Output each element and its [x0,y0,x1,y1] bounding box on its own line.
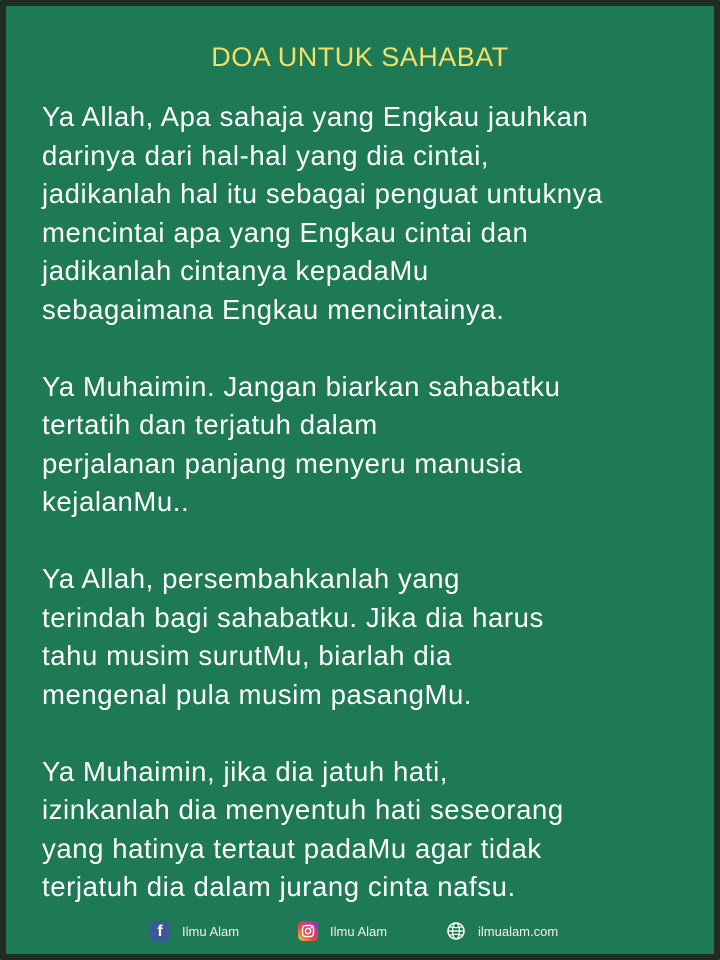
prayer-paragraph: Ya Allah, Apa sahaja yang Engkau jauhkan darinya dari hal-hal yang dia cintai, jadikanlah hal itu sebagai penguat untuknya mencintai apa yang Engkau cintai dan jadikanlah cintanya kepadaMu sebagaimana Engkau mencintainya. [42,101,603,325]
globe-icon [446,921,466,941]
footer-social-bar [6,921,714,951]
facebook-link[interactable] [150,921,239,941]
website-label: ilmualam.com [478,923,559,939]
instagram-link[interactable] [298,921,387,941]
instagram-label: Ilmu Alam [330,923,388,939]
facebook-label: Ilmu Alam [182,923,240,939]
prayer-paragraph: Ya Allah, persembahkanlah yang terindah bagi sahabatku. Jika dia harus tahu musim surutMu, biarlah dia mengenal pula musim pasangMu. [42,563,544,710]
instagram-icon [298,921,318,941]
prayer-paragraph: Ya Muhaimin. Jangan biarkan sahabatku tertatih dan terjatuh dalam perjalanan panjang menyeru manusia kejalanMu.. [42,370,561,517]
prayer-paragraph: Ya Muhaimin, jika dia jatuh hati, izinkanlah dia menyentuh hati seseorang yang hatinya tertaut padaMu agar tidak terjatuh dia dalam jurang cinta nafsu. [42,755,564,902]
facebook-icon: f [150,921,170,941]
website-link[interactable] [446,921,558,941]
prayer-text [42,98,690,907]
page-title: DOA UNTUK SAHABAT [211,42,509,72]
